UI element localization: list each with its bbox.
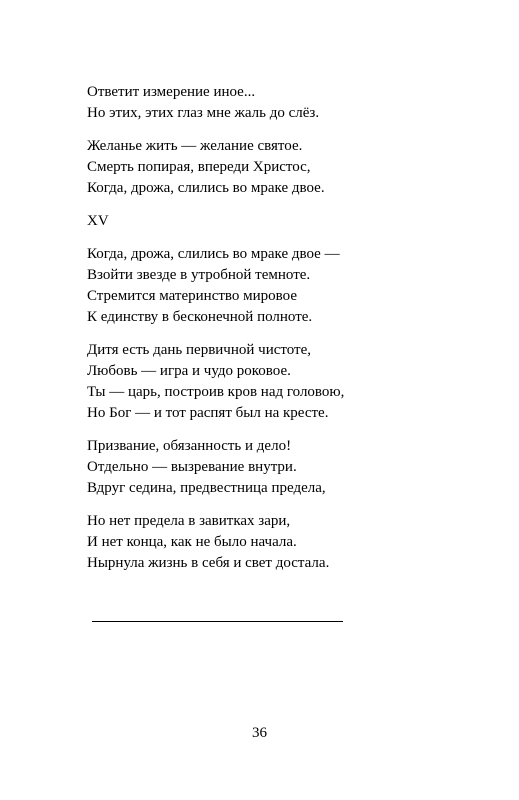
poem-line: Но этих, этих глаз мне жаль до слёз. <box>87 105 320 121</box>
poem-line: И нет конца, как не было начала. <box>87 534 297 550</box>
poem-line: Ответит измерение иное... <box>87 84 256 100</box>
poem-line: Дитя есть дань первичной чистоте, <box>87 342 312 358</box>
stanza <box>87 511 487 574</box>
section-divider <box>92 621 343 622</box>
poem-text <box>87 82 487 574</box>
stanza <box>87 136 487 199</box>
section-heading: XV <box>87 213 109 229</box>
stanza <box>87 340 487 424</box>
stanza <box>87 436 487 499</box>
stanza <box>87 82 487 124</box>
poem-line: Желанье жить — желание святое. <box>87 138 303 154</box>
poem-line: Нырнула жизнь в себя и свет достала. <box>87 555 330 571</box>
page-number: 36 <box>252 725 267 741</box>
poem-line: Любовь — игра и чудо роковое. <box>87 363 291 379</box>
poem-line: Призвание, обязанность и дело! <box>87 438 292 454</box>
poem-line: Вдруг седина, предвестница предела, <box>87 480 326 496</box>
poem-line: Но нет предела в завитках зари, <box>87 513 291 529</box>
poem-line: Отдельно — вызревание внутри. <box>87 459 297 475</box>
poem-line: Когда, дрожа, слились во мраке двое. <box>87 180 325 196</box>
poem-line: Стремится материнство мировое <box>87 288 297 304</box>
poem-line: Когда, дрожа, слились во мраке двое — <box>87 246 340 262</box>
poem-line: Смерть попирая, впереди Христос, <box>87 159 311 175</box>
poem-line: К единству в бесконечной полноте. <box>87 309 313 325</box>
poem-line: Взойти звезде в утробной темноте. <box>87 267 311 283</box>
poem-line: Ты — царь, построив кров над головою, <box>87 384 345 400</box>
stanza <box>87 244 487 328</box>
poem-line: Но Бог — и тот распят был на кресте. <box>87 405 329 421</box>
